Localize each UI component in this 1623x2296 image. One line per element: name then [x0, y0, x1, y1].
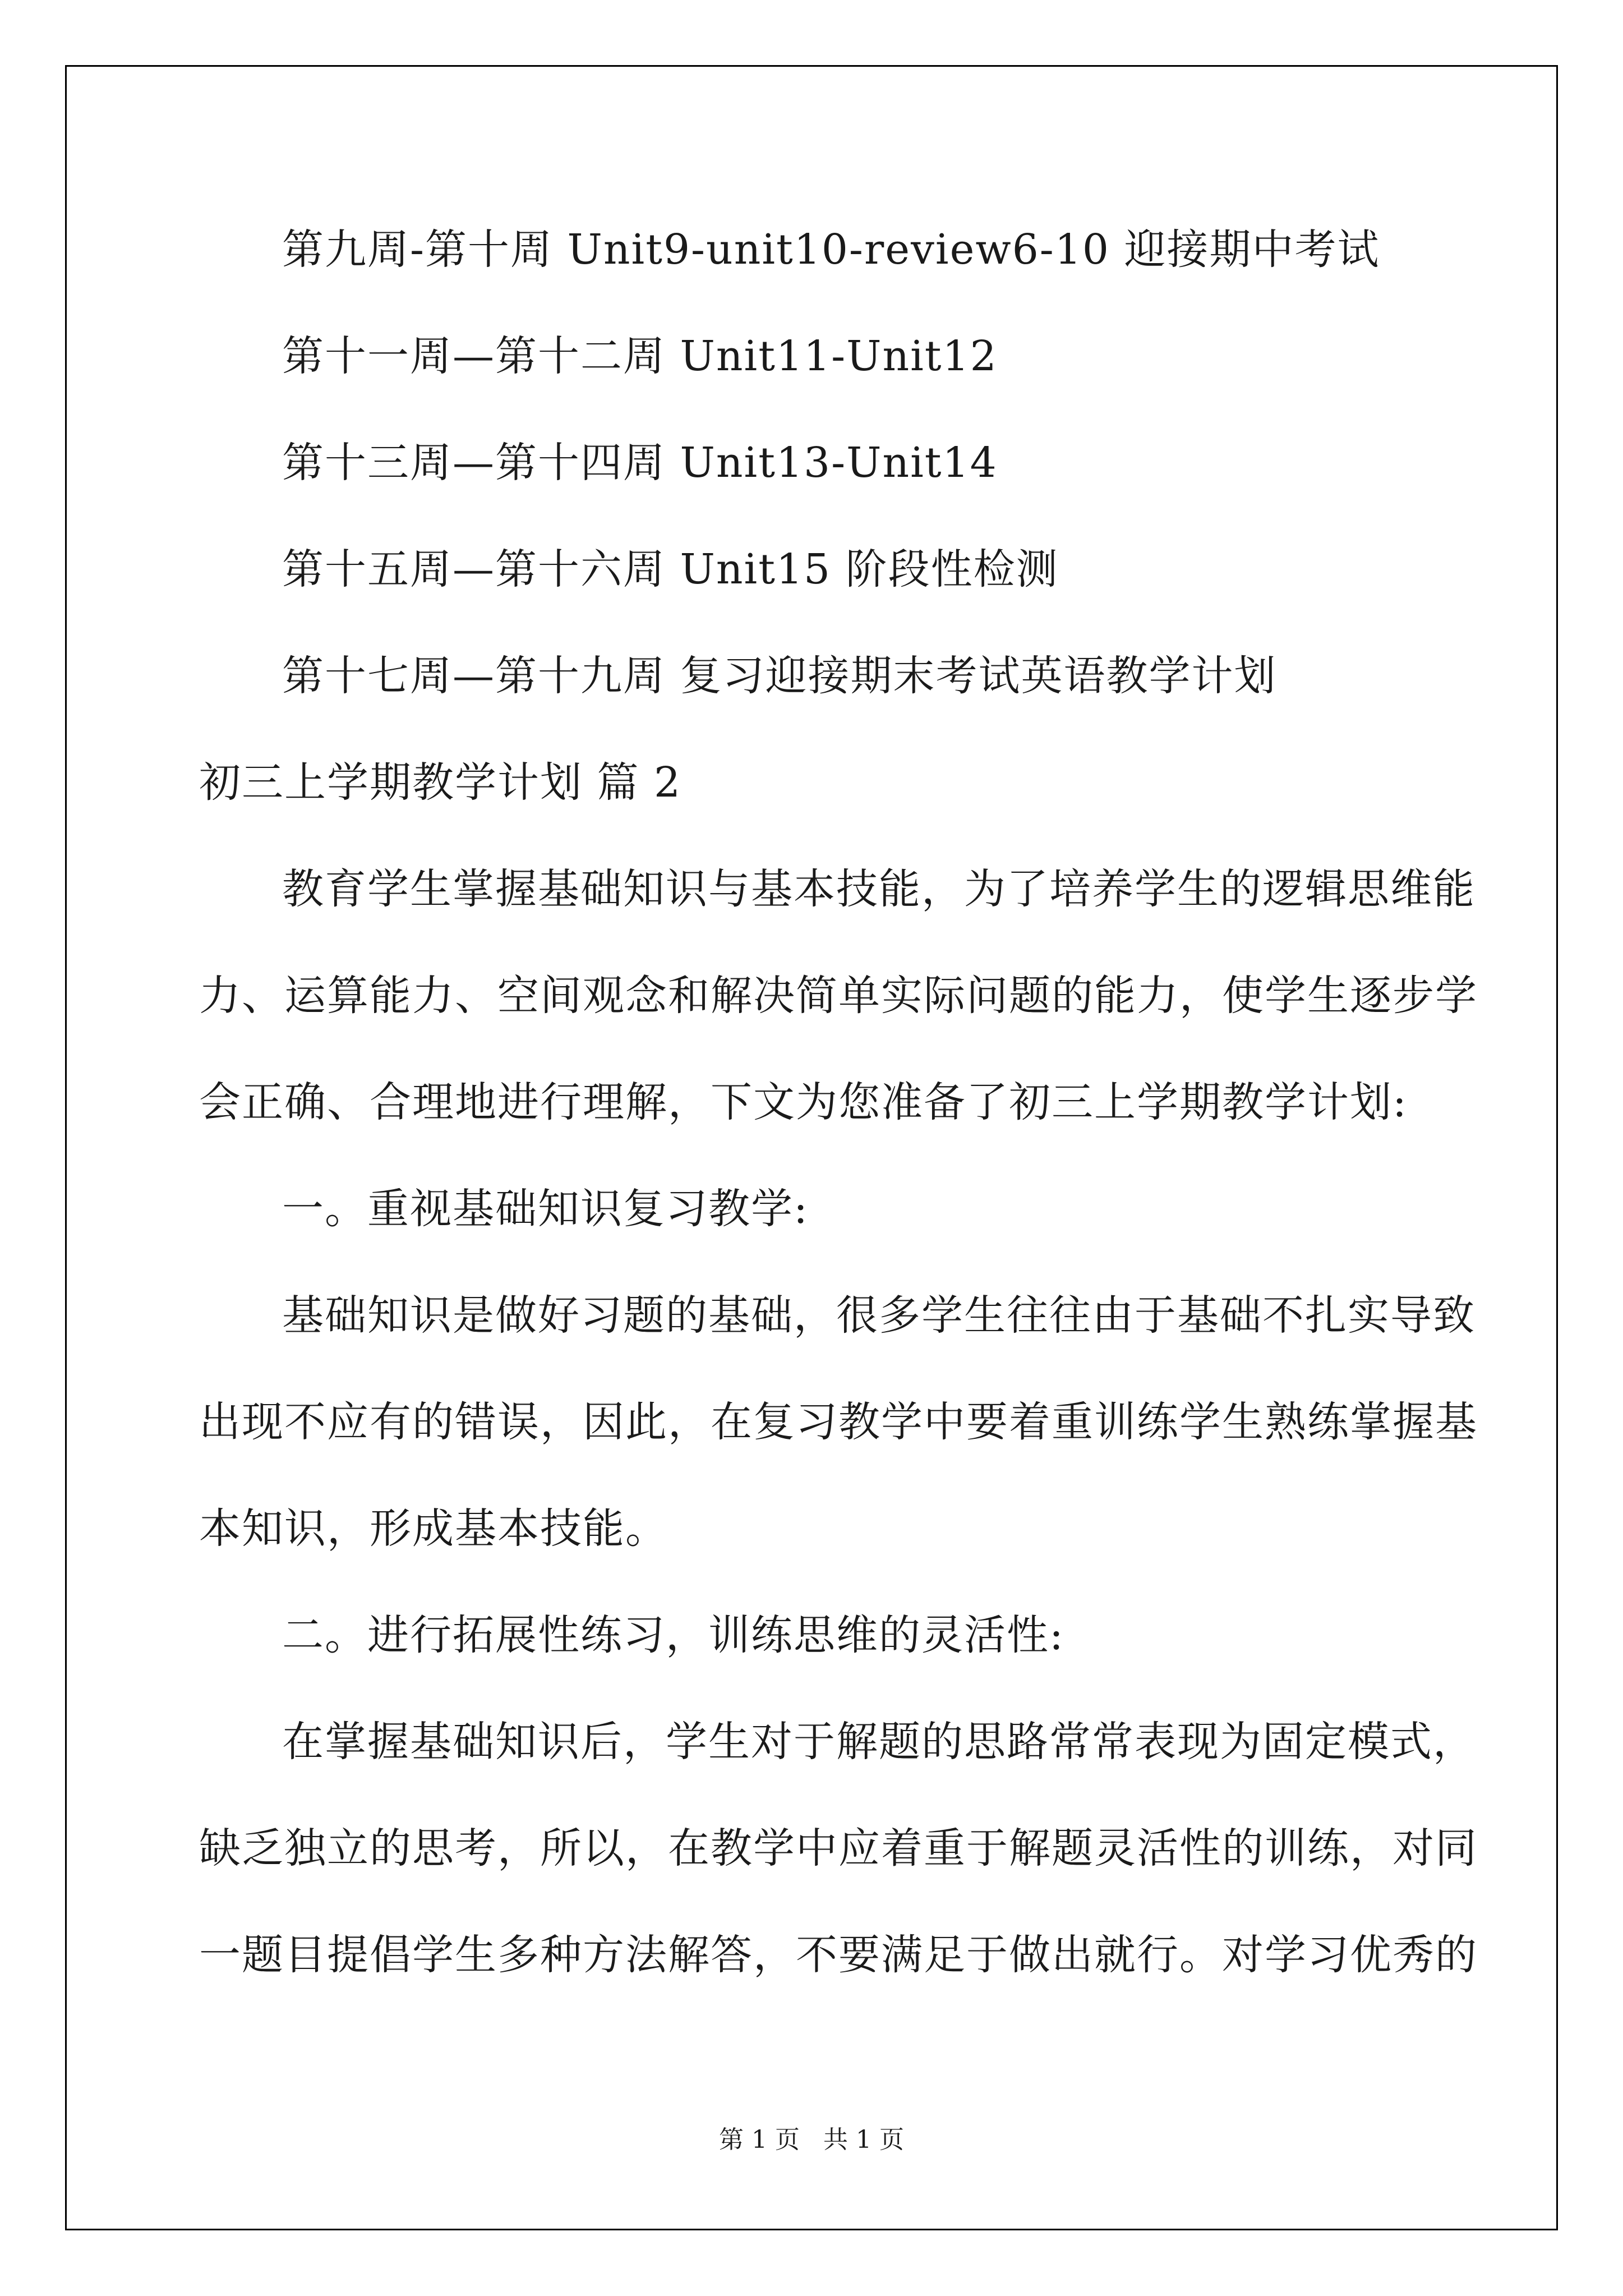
subheading-1: 一。重视基础知识复习教学:	[282, 1185, 809, 1233]
paragraph-2-line-2-text: 出现不应有的错误，因此，在复习教学中要着重训练学生熟练掌握基	[199, 1398, 1478, 1446]
paragraph-2-line-2	[199, 1398, 1478, 1446]
page-border	[65, 65, 1558, 2230]
schedule-line-week11-12: 第十一周—第十二周 Unit11-Unit12	[282, 332, 998, 380]
paragraph-1-line-2	[199, 972, 1478, 1020]
section-heading: 初三上学期教学计划 篇 2	[199, 758, 682, 807]
schedule-line-week17-19: 第十七周—第十九周 复习迎接期末考试英语教学计划	[282, 652, 1277, 700]
paragraph-3-line-1: 在掌握基础知识后，学生对于解题的思路常常表现为固定模式，	[282, 1718, 1476, 1766]
paragraph-1-line-1: 教育学生掌握基础知识与基本技能，为了培养学生的逻辑思维能	[282, 865, 1476, 913]
paragraph-1-line-3: 会正确、合理地进行理解，下文为您准备了初三上学期教学计划:	[199, 1078, 1408, 1126]
paragraph-3-line-2-text: 缺乏独立的思考，所以，在教学中应着重于解题灵活性的训练，对同	[199, 1824, 1478, 1872]
schedule-line-week9-10: 第九周-第十周 Unit9-unit10-review6-10 迎接期中考试	[282, 226, 1380, 274]
paragraph-3-line-3-text: 一题目提倡学生多种方法解答，不要满足于做出就行。对学习优秀的	[199, 1931, 1478, 1979]
schedule-line-week15-16: 第十五周—第十六周 Unit15 阶段性检测	[282, 545, 1059, 593]
paragraph-1-line-2-text: 力、运算能力、空间观念和解决简单实际问题的能力，使学生逐步学	[199, 972, 1478, 1020]
page-footer: 第 1 页 共 1 页	[719, 2125, 904, 2154]
schedule-line-week13-14: 第十三周—第十四周 Unit13-Unit14	[282, 439, 998, 487]
paragraph-2-line-3: 本知识，形成基本技能。	[199, 1504, 668, 1553]
paragraph-3-line-2	[199, 1824, 1478, 1872]
paragraph-3-line-3	[199, 1931, 1478, 1979]
subheading-2: 二。进行拓展性练习，训练思维的灵活性:	[282, 1611, 1064, 1659]
paragraph-2-line-1: 基础知识是做好习题的基础，很多学生往往由于基础不扎实导致	[282, 1291, 1476, 1340]
